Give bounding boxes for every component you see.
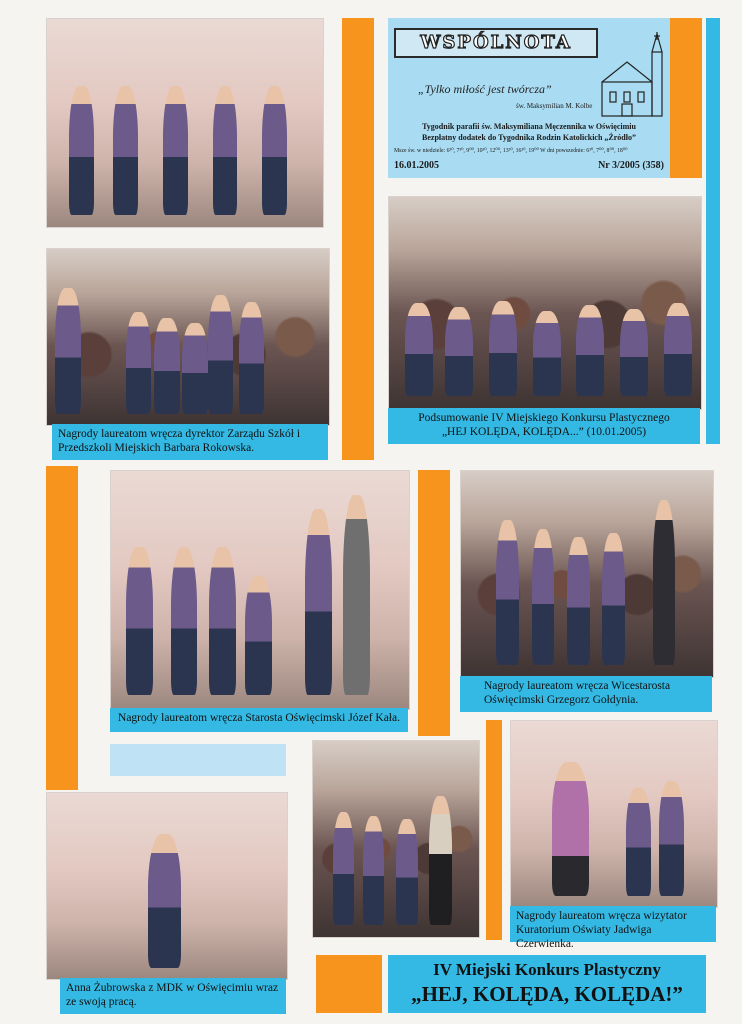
caption-podsumowanie-line2: „HEJ KOLĘDA, KOLĘDA...” (10.01.2005) bbox=[441, 426, 647, 438]
photo-award-rokowska bbox=[46, 248, 330, 426]
headline-line2: „HEJ, KOLĘDA, KOLĘDA!” bbox=[411, 982, 683, 1006]
blue-bar bbox=[706, 18, 720, 444]
orange-bar bbox=[418, 470, 450, 736]
caption-czerwienka: Nagrody laureatom wręcza wizytator Kuratorium Oświaty Jadwiga Czerwienka. bbox=[510, 906, 716, 942]
caption-zubrowska: Anna Żubrowska z MDK w Oświęcimiu wraz ze swoją pracą. bbox=[60, 978, 286, 1014]
orange-bar bbox=[670, 18, 702, 178]
orange-bar bbox=[342, 18, 374, 460]
masthead-motto: „Tylko miłość jest twórcza” bbox=[418, 82, 552, 96]
photo-award-kala bbox=[110, 470, 410, 710]
issue-date: 16.01.2005 bbox=[394, 160, 439, 171]
issue-number: Nr 3/2005 (358) bbox=[598, 160, 664, 171]
orange-bar bbox=[486, 720, 502, 940]
photo-children-on-stage bbox=[46, 18, 324, 228]
motto-author: św. Maksymilian M. Kolbe bbox=[516, 102, 593, 110]
headline-line1: IV Miejski Konkurs Plastyczny bbox=[433, 960, 661, 979]
orange-bar bbox=[46, 466, 78, 790]
caption-rokowska: Nagrody laureatom wręcza dyrektor Zarządu Szkół i Przedszkoli Miejskich Barbara Rokowska. bbox=[52, 424, 328, 460]
photo-zubrowska bbox=[46, 792, 288, 980]
photo-children-microphone bbox=[312, 740, 480, 938]
masthead-logo: WSPÓLNOTA bbox=[394, 28, 598, 58]
orange-bar bbox=[316, 955, 382, 1013]
masthead-subtitle-1: Tygodnik parafii św. Maksymiliana Męczennika w Oświęcimiu bbox=[422, 122, 636, 131]
pale-blue-strip bbox=[110, 744, 286, 776]
masthead bbox=[388, 18, 670, 178]
caption-kala: Nagrody laureatom wręcza Starosta Oświęcimski Józef Kała. bbox=[110, 708, 408, 732]
church-icon bbox=[596, 32, 666, 118]
mass-times: Msze św. w niedziele: 6³⁰, 7³⁰, 9⁰⁰, 10³⁰, 12⁰⁰, 13³⁰, 16³⁰, 19⁰⁰ W dni powszednie: 6³⁰, 7⁰⁰, 8⁰⁰, 18⁰⁰ bbox=[394, 148, 628, 154]
caption-goldynia: Nagrody laureatom wręcza Wicestarosta Oświęcimski Grzegorz Gołdynia. bbox=[460, 676, 712, 712]
photo-award-goldynia bbox=[460, 470, 714, 678]
photo-audience bbox=[388, 196, 702, 410]
caption-podsumowanie-line1: Podsumowanie IV Miejskiego Konkursu Plastycznego bbox=[418, 412, 670, 424]
headline-box bbox=[388, 955, 706, 1013]
caption-podsumowanie bbox=[388, 408, 700, 444]
masthead-subtitle-2: Bezpłatny dodatek do Tygodnika Rodzin Katolickich „Źródło” bbox=[422, 133, 636, 142]
photo-award-czerwienka bbox=[510, 720, 718, 908]
